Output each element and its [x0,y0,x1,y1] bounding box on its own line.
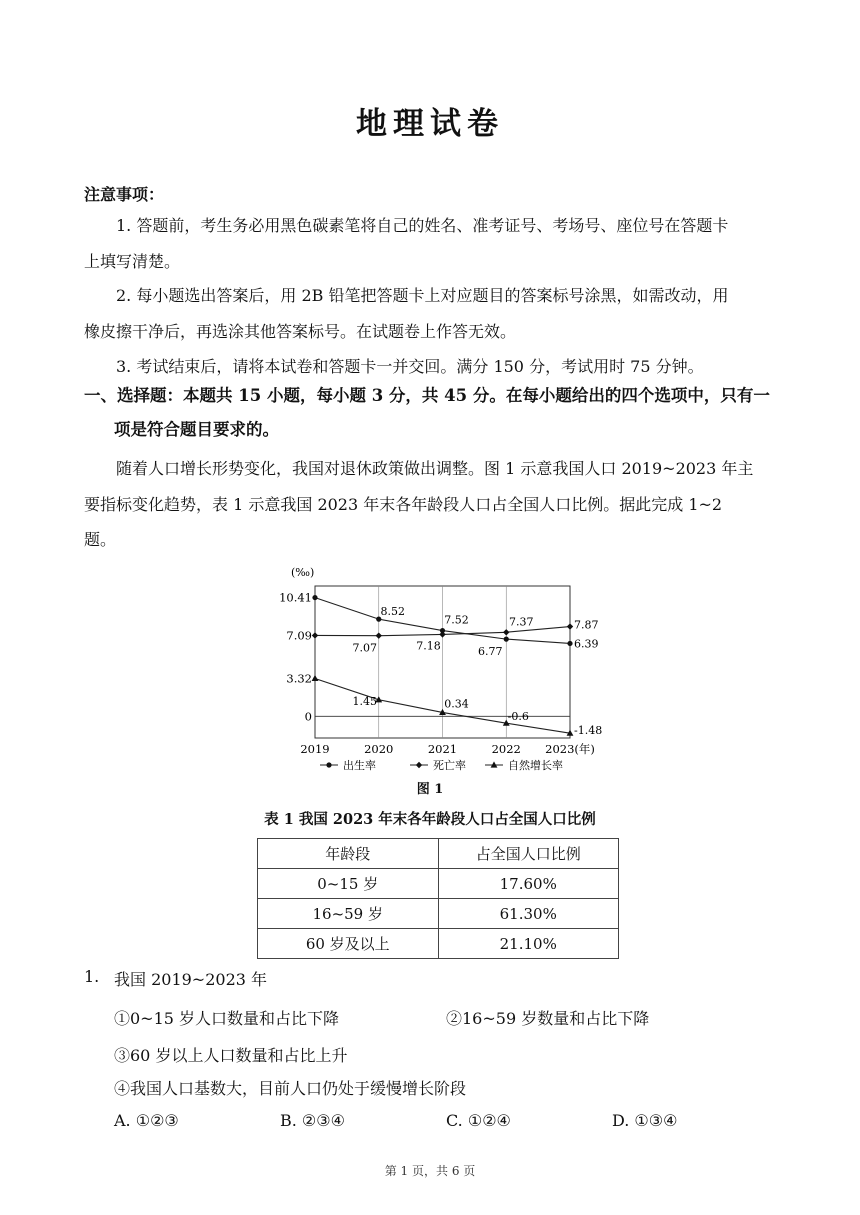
table-title: 表 1 我国 2023 年末各年龄段人口占全国人口比例 [264,811,596,828]
question-1-statement-1: ①0~15 岁人口数量和占比下降 [114,1009,340,1028]
data-label-birth: 6.77 [478,645,503,659]
intro-line-3: 题。 [84,530,117,549]
table-cell: 60 岁及以上 [258,929,439,959]
data-label-death: 7.37 [509,615,534,629]
data-point-circle [567,641,572,646]
figure-1-chart [275,562,605,802]
legend-label: 自然增长率 [508,759,563,772]
question-1-number: 1. [84,967,100,986]
table-row [258,929,619,959]
data-label-death: 7.18 [416,639,441,653]
legend-label: 出生率 [343,759,376,772]
table-row [258,899,619,929]
data-label-birth: 7.52 [444,613,469,627]
section-heading [84,379,784,447]
table-header-row [258,839,619,869]
data-label-natural: 0.34 [444,697,469,711]
table-cell: 61.30% [438,899,619,929]
choice-c[interactable]: C. ①②④ [446,1111,511,1130]
x-tick-label: 2023(年) [545,742,595,756]
data-label-birth: 8.52 [380,605,405,619]
table-cell: 0~15 岁 [258,869,439,899]
x-tick-label: 2021 [427,742,458,756]
choice-a[interactable]: A. ①②③ [114,1111,179,1130]
data-label-death: 7.07 [352,641,377,655]
notice-item-1-line-1: 1. 答题前，考生务必用黑色碳素笔将自己的姓名、准考证号、考场号、座位号在答题卡 [116,216,729,235]
table-cell: 16~59 岁 [258,899,439,929]
notice-item-2-line-2: 橡皮擦干净后，再选涂其他答案标号。在试题卷上作答无效。 [84,322,517,341]
y-tick-label: 0 [304,709,312,724]
data-point-circle [504,637,509,642]
section-heading-line-1: 一、选择题：本题共 15 小题，每小题 3 分，共 45 分。在每小题给出的四个选项中，只有一 [84,386,770,405]
page-title: 地理试卷 [356,106,504,142]
y-tick-label: 7.09 [286,628,312,643]
notice-item-2-line-1: 2. 每小题选出答案后，用 2B 铅笔把答题卡上对应题目的答案标号涂黑，如需改动，用 [116,286,729,305]
table-cell: 17.60% [438,869,619,899]
data-point-diamond [503,629,509,635]
data-label-natural: -0.6 [507,710,529,724]
section-heading-line-2: 项是符合题目要求的。 [114,420,279,439]
intro-line-1: 随着人口增长形势变化，我国对退休政策做出调整。图 1 示意我国人口 2019~2023 年主 [116,459,754,478]
choice-d[interactable]: D. ①③④ [612,1111,678,1130]
table-header-cell: 占全国人口比例 [438,839,619,869]
data-point-diamond [376,632,382,638]
data-point-diamond [416,762,422,768]
data-label-natural: 1.45 [352,694,377,708]
question-1-statement-3: ③60 岁以上人口数量和占比上升 [114,1046,348,1065]
age-ratio-table [257,838,619,959]
question-1-statement-4: ④我国人口基数大，目前人口仍处于缓慢增长阶段 [114,1079,467,1098]
line-chart [275,562,605,777]
data-label-natural: -1.48 [574,724,603,738]
data-point-diamond [312,632,318,638]
y-tick-label: 10.41 [279,590,312,605]
figure-caption: 图 1 [416,782,444,797]
data-point-circle [326,762,331,767]
notice-item-1-line-2: 上填写清楚。 [84,252,181,271]
question-1-stem: 我国 2019~2023 年 [114,970,268,989]
question-1-statement-2: ②16~59 岁数量和占比下降 [446,1009,650,1028]
x-tick-label: 2022 [491,742,521,756]
data-point-circle [312,595,317,600]
x-tick-label: 2020 [364,742,394,756]
data-label-birth: 6.39 [574,637,599,651]
legend-label: 死亡率 [433,759,466,772]
data-point-diamond [439,631,445,637]
table-row [258,869,619,899]
table-cell: 21.10% [438,929,619,959]
table-header-cell: 年龄段 [258,839,439,869]
intro-line-2: 要指标变化趋势，表 1 示意我国 2023 年末各年龄段人口占全国人口比例。据此完成 1~2 [84,495,723,514]
notice-item-3: 3. 考试结束后，请将本试卷和答题卡一并交回。满分 150 分，考试用时 75 分钟。 [116,357,704,376]
notice-heading: 注意事项： [84,185,165,204]
data-label-death: 7.87 [574,618,599,632]
choice-b[interactable]: B. ②③④ [280,1111,345,1130]
y-unit-label: (‰) [291,566,315,579]
data-point-diamond [567,623,573,629]
y-tick-label: 3.32 [286,671,312,686]
data-point-triangle [312,675,319,681]
x-tick-label: 2019 [300,742,330,756]
notice-item-1 [84,208,778,244]
page-footer: 第 1 页，共 6 页 [384,1164,476,1178]
